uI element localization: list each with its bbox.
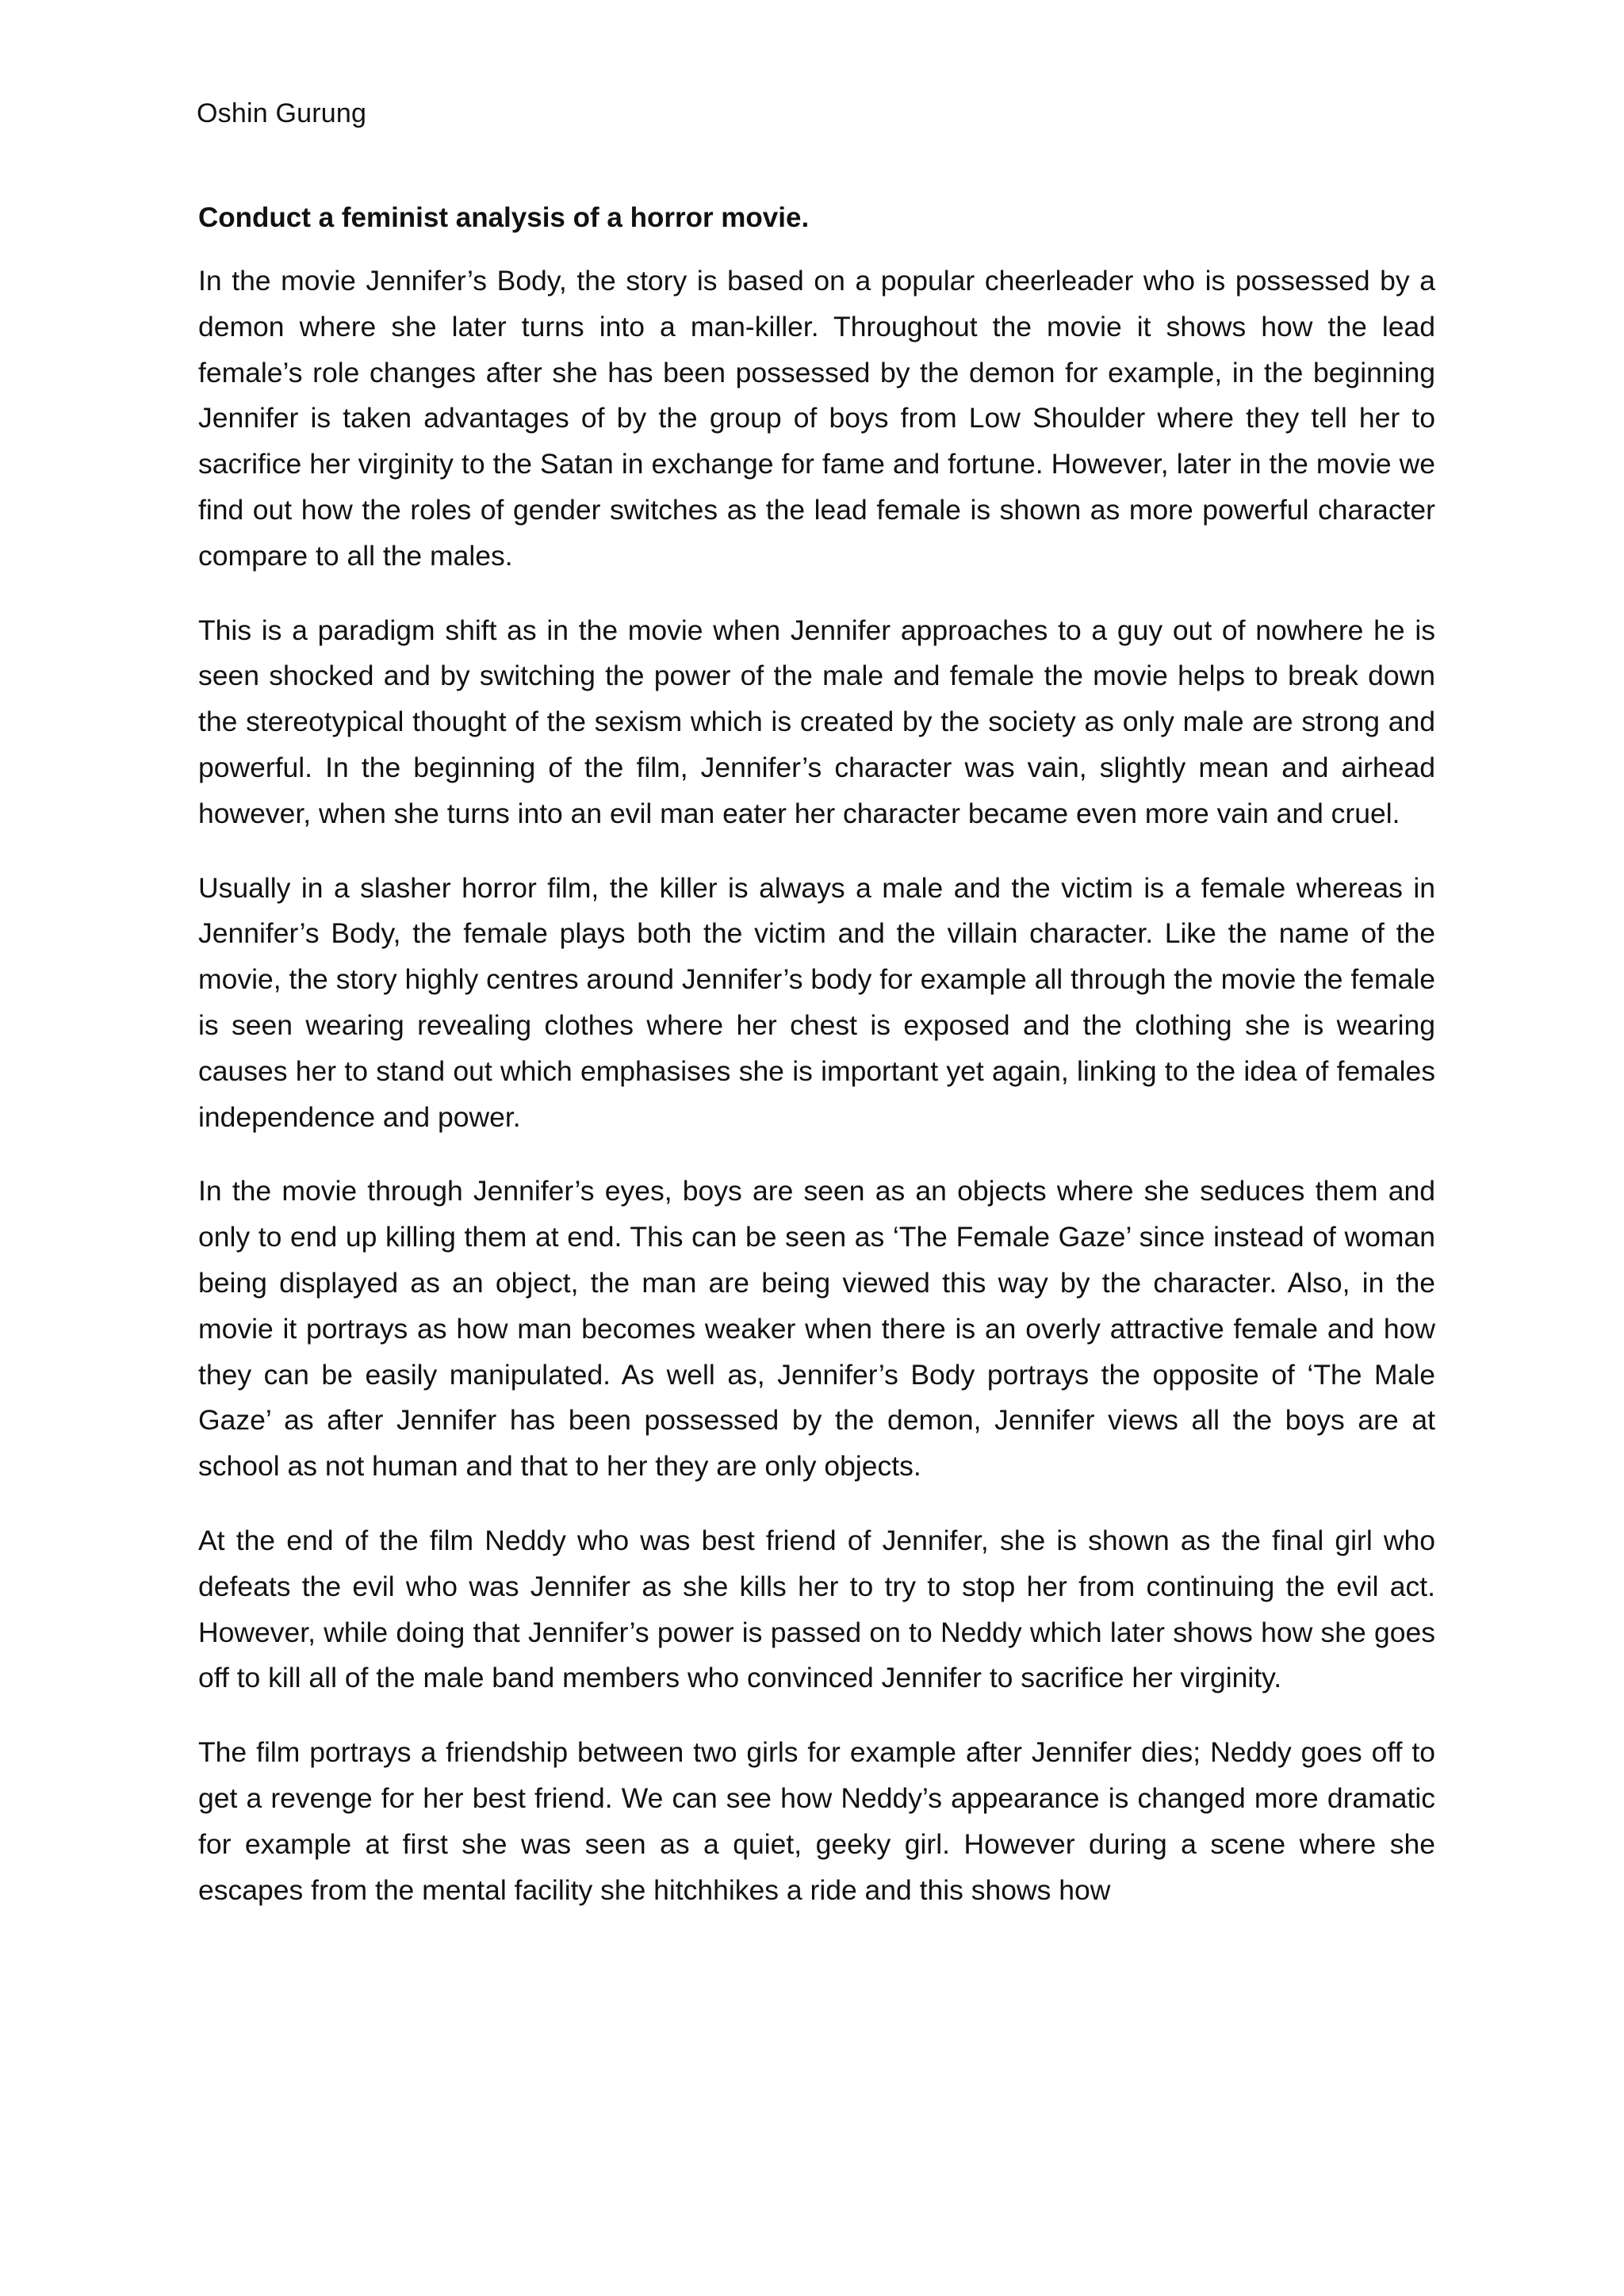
paragraph: At the end of the film Neddy who was best friend of Jennifer, she is shown as the final girl who defeats the evil who was Jennifer as she kills her to try to stop her from continuing the evil act. However, while doing that Jennifer’s power is passed on to Neddy which later shows how she goes off to kill all of the male band members who convinced Jennifer to sacrifice her virginity.	[198, 1524, 1435, 1694]
author-name: Oshin Gurung	[197, 98, 367, 128]
paragraph: In the movie Jennifer’s Body, the story is based on a popular cheerleader who is possessed by a demon where she later turns into a man-killer. Throughout the movie it shows how the lead female’s role changes after she has been possessed by the demon for example, in the beginning Jennifer is taken advantages of by the group of boys from Low Shoulder where they tell her to sacrifice her virginity to the Satan in exchange for fame and fortune. However, later in the movie we find out how the roles of gender switches as the lead female is shown as more powerful character compare to all the males.	[198, 265, 1435, 572]
paragraph: Usually in a slasher horror film, the killer is always a male and the victim is a female whereas in Jennifer’s Body, the female plays both the victim and the villain character. Like the name of the movie, the story highly centres around Jennifer’s body for example all through the movie the female is seen wearing revealing clothes where her chest is exposed and the clothing she is wearing causes her to stand out which emphasises she is important yet again, linking to the idea of females independence and power.	[198, 871, 1435, 1133]
paragraph: This is a paradigm shift as in the movie when Jennifer approaches to a guy out of nowhere he is seen shocked and by switching the power of the male and female the movie helps to break down the stereotypical thought of the sexism which is created by the society as only male are strong and powerful. In the beginning of the film, Jennifer’s character was vain, slightly mean and airhead however, when she turns into an evil man eater her character became even more vain and cruel.	[198, 614, 1435, 829]
paragraph: The film portrays a friendship between two girls for example after Jennifer dies; Neddy goes off to get a revenge for her best friend. We can see how Neddy’s appearance is changed more dramatic for example at first she was seen as a quiet, geeky girl. However during a scene where she escapes from the mental facility she hitchhikes a ride and this shows how	[198, 1736, 1435, 1906]
document-body	[198, 198, 1435, 1942]
paragraph: In the movie through Jennifer’s eyes, boys are seen as an objects where she seduces them and only to end up killing them at end. This can be seen as ‘The Female Gaze’ since instead of woman being displayed as an object, the man are being viewed this way by the character. Also, in the movie it portrays as how man becomes weaker when there is an overly attractive female and how they can be easily manipulated. As well as, Jennifer’s Body portrays the opposite of ‘The Male Gaze’ as after Jennifer has been possessed by the demon, Jennifer views all the boys are at school as not human and that to her they are only objects.	[198, 1175, 1435, 1483]
document-title: Conduct a feminist analysis of a horror movie.	[198, 202, 810, 233]
